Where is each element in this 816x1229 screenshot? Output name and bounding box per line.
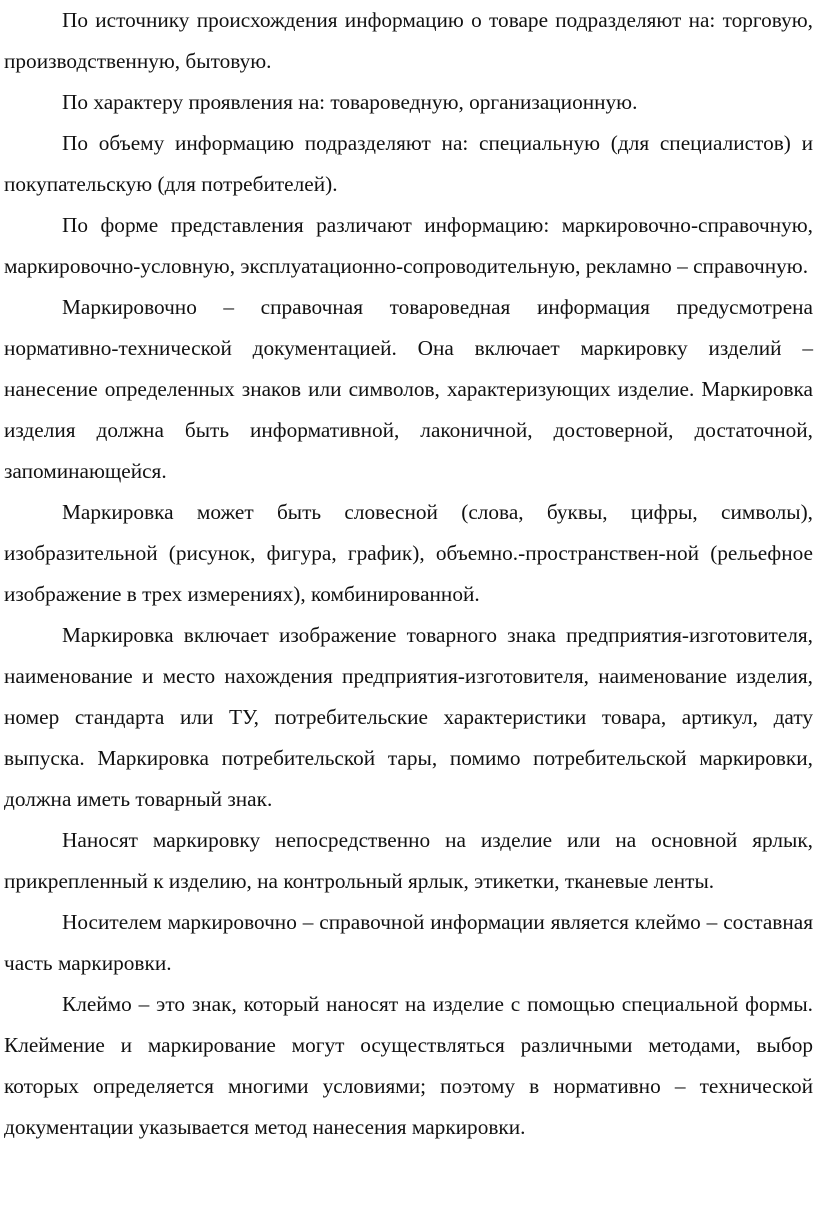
paragraph-marking-reference-info: Маркировочно – справочная товароведная информация предусмотрена нормативно-технической документацией. Она включает маркировку изделий – нанесение определенных знаков или символов, характеризующих изделие. Маркировка изделия должна быть информативной, лаконичной, достоверной, достаточной, запоминающейся. — [4, 295, 813, 483]
paragraph-source-of-origin: По источнику происхождения информацию о товаре подразделяют на: торговую, производственную, бытовую. — [4, 8, 813, 73]
paragraph-marking-application: Наносят маркировку непосредственно на изделие или на основной ярлык, прикрепленный к изделию, на контрольный ярлык, этикетки, тканевые ленты. — [4, 828, 813, 893]
paragraph-stamp-definition: Клеймо – это знак, который наносят на изделие с помощью специальной формы. Клеймение и маркирование могут осуществляться различными методами, выбор которых определяется многими условиями; поэтому в нормативно – технической документации указывается метод нанесения маркировки. — [4, 992, 813, 1139]
paragraph-marking-types: Маркировка может быть словесной (слова, буквы, цифры, символы), изобразительной (рисунок, фигура, график), объемно.-пространствен-ной (рельефное изображение в трех измерениях), комбинированной. — [4, 500, 813, 606]
document-page — [4, 0, 813, 1148]
paragraph-marking-carrier: Носителем маркировочно – справочной информации является клеймо – составная часть маркировки. — [4, 910, 813, 975]
paragraph-form-of-presentation: По форме представления различают информацию: маркировочно-справочную, маркировочно-условную, эксплуатационно-сопроводительную, рекламно – справочную. — [4, 213, 813, 278]
paragraph-marking-contents: Маркировка включает изображение товарного знака предприятия-изготовителя, наименование и место нахождения предприятия-изготовителя, наименование изделия, номер стандарта или ТУ, потребительские характеристики товара, артикул, дату выпуска. Маркировка потребительской тары, помимо потребительской маркировки, должна иметь товарный знак. — [4, 623, 813, 811]
paragraph-nature-of-manifestation: По характеру проявления на: товароведную, организационную. — [62, 90, 638, 114]
paragraph-volume: По объему информацию подразделяют на: специальную (для специалистов) и покупательскую (для потребителей). — [4, 131, 813, 196]
